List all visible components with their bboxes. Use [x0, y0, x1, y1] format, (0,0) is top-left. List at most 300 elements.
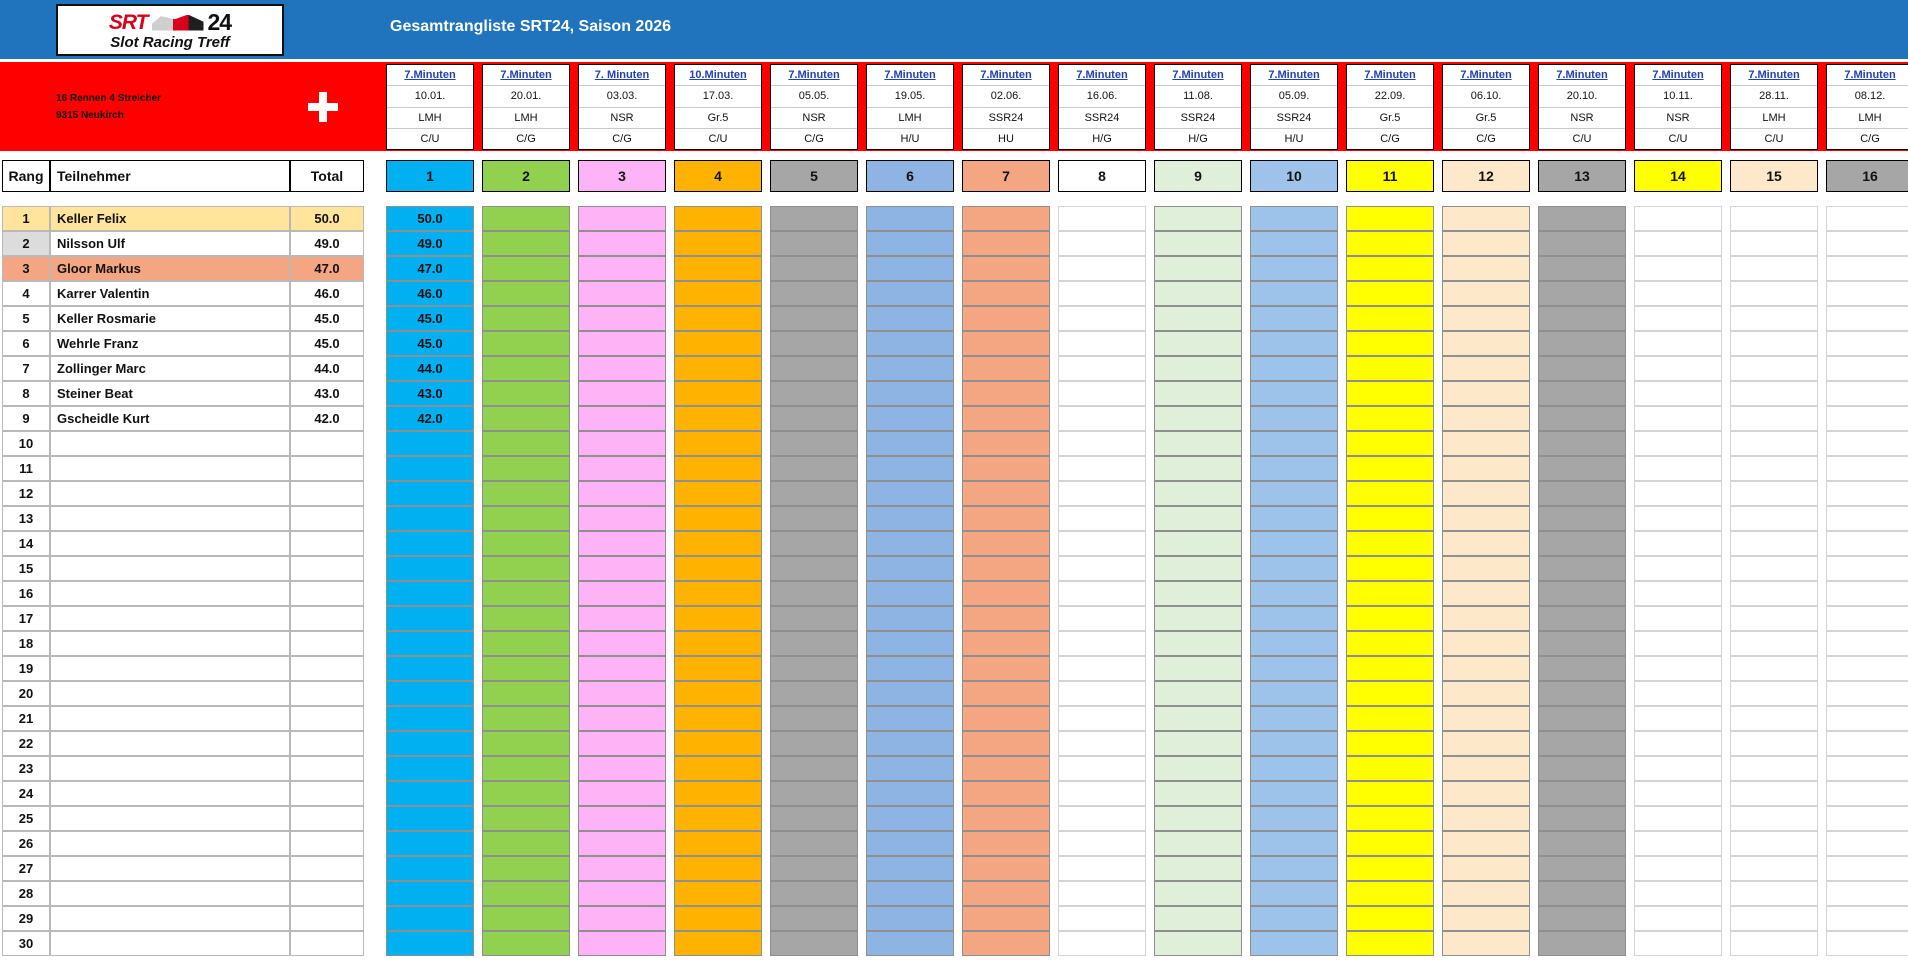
race-result-cell-r7-row13[interactable]: [962, 506, 1050, 531]
race-result-cell-r7-row4[interactable]: [962, 281, 1050, 306]
race-result-cell-r9-row8[interactable]: [1154, 381, 1242, 406]
race-result-cell-r5-row20[interactable]: [770, 681, 858, 706]
race-result-cell-r1-row5[interactable]: 45.0: [386, 306, 474, 331]
race-result-cell-r4-row9[interactable]: [674, 406, 762, 431]
race-result-cell-r5-row30[interactable]: [770, 931, 858, 956]
race-result-cell-r11-row2[interactable]: [1346, 231, 1434, 256]
race-result-cell-r12-row4[interactable]: [1442, 281, 1530, 306]
race-result-cell-r13-row11[interactable]: [1538, 456, 1626, 481]
race-result-cell-r2-row11[interactable]: [482, 456, 570, 481]
race-result-cell-r14-row24[interactable]: [1634, 781, 1722, 806]
race-result-cell-r2-row1[interactable]: [482, 206, 570, 231]
race-result-cell-r10-row24[interactable]: [1250, 781, 1338, 806]
race-result-cell-r11-row19[interactable]: [1346, 656, 1434, 681]
race-result-cell-r6-row30[interactable]: [866, 931, 954, 956]
race-result-cell-r8-row4[interactable]: [1058, 281, 1146, 306]
race-result-cell-r10-row28[interactable]: [1250, 881, 1338, 906]
race-result-cell-r13-row27[interactable]: [1538, 856, 1626, 881]
race-result-cell-r4-row20[interactable]: [674, 681, 762, 706]
race-result-cell-r9-row18[interactable]: [1154, 631, 1242, 656]
race-result-cell-r9-row12[interactable]: [1154, 481, 1242, 506]
race-result-cell-r11-row26[interactable]: [1346, 831, 1434, 856]
race-result-cell-r3-row7[interactable]: [578, 356, 666, 381]
table-row-name[interactable]: Nilsson Ulf: [50, 231, 290, 256]
race-result-cell-r10-row18[interactable]: [1250, 631, 1338, 656]
race-result-cell-r10-row26[interactable]: [1250, 831, 1338, 856]
race-result-cell-r3-row15[interactable]: [578, 556, 666, 581]
table-row-name[interactable]: [50, 631, 290, 656]
race-result-cell-r4-row1[interactable]: [674, 206, 762, 231]
race-result-cell-r5-row27[interactable]: [770, 856, 858, 881]
race-result-cell-r1-row21[interactable]: [386, 706, 474, 731]
race-result-cell-r8-row14[interactable]: [1058, 531, 1146, 556]
race-result-cell-r14-row19[interactable]: [1634, 656, 1722, 681]
race-result-cell-r5-row11[interactable]: [770, 456, 858, 481]
race-result-cell-r2-row8[interactable]: [482, 381, 570, 406]
race-result-cell-r11-row6[interactable]: [1346, 331, 1434, 356]
race-result-cell-r14-row2[interactable]: [1634, 231, 1722, 256]
table-row-rank[interactable]: 12: [2, 481, 50, 506]
race-result-cell-r4-row22[interactable]: [674, 731, 762, 756]
race-result-cell-r1-row16[interactable]: [386, 581, 474, 606]
race-result-cell-r10-row8[interactable]: [1250, 381, 1338, 406]
race-result-cell-r9-row2[interactable]: [1154, 231, 1242, 256]
race-result-cell-r4-row10[interactable]: [674, 431, 762, 456]
race-result-cell-r4-row14[interactable]: [674, 531, 762, 556]
race-result-cell-r9-row13[interactable]: [1154, 506, 1242, 531]
race-column-number-1[interactable]: 1: [386, 160, 474, 192]
race-result-cell-r15-row3[interactable]: [1730, 256, 1818, 281]
race-result-cell-r16-row23[interactable]: [1826, 756, 1908, 781]
race-result-cell-r13-row9[interactable]: [1538, 406, 1626, 431]
race-result-cell-r15-row21[interactable]: [1730, 706, 1818, 731]
race-result-cell-r14-row23[interactable]: [1634, 756, 1722, 781]
race-result-cell-r1-row1[interactable]: 50.0: [386, 206, 474, 231]
race-result-cell-r6-row1[interactable]: [866, 206, 954, 231]
race-column-number-14[interactable]: 14: [1634, 160, 1722, 192]
race-result-cell-r15-row17[interactable]: [1730, 606, 1818, 631]
race-result-cell-r6-row17[interactable]: [866, 606, 954, 631]
race-result-cell-r15-row14[interactable]: [1730, 531, 1818, 556]
race-result-cell-r2-row23[interactable]: [482, 756, 570, 781]
race-result-cell-r7-row26[interactable]: [962, 831, 1050, 856]
race-result-cell-r10-row30[interactable]: [1250, 931, 1338, 956]
race-result-cell-r3-row29[interactable]: [578, 906, 666, 931]
race-result-cell-r10-row17[interactable]: [1250, 606, 1338, 631]
race-result-cell-r8-row15[interactable]: [1058, 556, 1146, 581]
race-result-cell-r14-row18[interactable]: [1634, 631, 1722, 656]
race-result-cell-r8-row2[interactable]: [1058, 231, 1146, 256]
race-result-cell-r5-row5[interactable]: [770, 306, 858, 331]
race-result-cell-r6-row9[interactable]: [866, 406, 954, 431]
race-result-cell-r11-row11[interactable]: [1346, 456, 1434, 481]
table-row-total[interactable]: 45.0: [290, 306, 364, 331]
race-result-cell-r5-row21[interactable]: [770, 706, 858, 731]
race-result-cell-r11-row23[interactable]: [1346, 756, 1434, 781]
table-row-rank[interactable]: 8: [2, 381, 50, 406]
race-result-cell-r7-row9[interactable]: [962, 406, 1050, 431]
race-result-cell-r10-row22[interactable]: [1250, 731, 1338, 756]
race-result-cell-r6-row29[interactable]: [866, 906, 954, 931]
race-result-cell-r3-row4[interactable]: [578, 281, 666, 306]
race-result-cell-r12-row29[interactable]: [1442, 906, 1530, 931]
race-result-cell-r3-row21[interactable]: [578, 706, 666, 731]
race-result-cell-r5-row3[interactable]: [770, 256, 858, 281]
race-result-cell-r8-row6[interactable]: [1058, 331, 1146, 356]
race-result-cell-r12-row13[interactable]: [1442, 506, 1530, 531]
race-result-cell-r16-row7[interactable]: [1826, 356, 1908, 381]
table-row-rank[interactable]: 9: [2, 406, 50, 431]
race-result-cell-r12-row10[interactable]: [1442, 431, 1530, 456]
race-result-cell-r16-row5[interactable]: [1826, 306, 1908, 331]
race-result-cell-r3-row30[interactable]: [578, 931, 666, 956]
race-result-cell-r10-row7[interactable]: [1250, 356, 1338, 381]
race-result-cell-r14-row27[interactable]: [1634, 856, 1722, 881]
race-result-cell-r3-row13[interactable]: [578, 506, 666, 531]
race-result-cell-r3-row1[interactable]: [578, 206, 666, 231]
race-result-cell-r14-row26[interactable]: [1634, 831, 1722, 856]
race-column-number-6[interactable]: 6: [866, 160, 954, 192]
race-result-cell-r12-row15[interactable]: [1442, 556, 1530, 581]
race-result-cell-r8-row30[interactable]: [1058, 931, 1146, 956]
table-row-rank[interactable]: 6: [2, 331, 50, 356]
race-result-cell-r15-row20[interactable]: [1730, 681, 1818, 706]
table-row-name[interactable]: [50, 756, 290, 781]
race-result-cell-r9-row7[interactable]: [1154, 356, 1242, 381]
race-result-cell-r8-row21[interactable]: [1058, 706, 1146, 731]
race-result-cell-r1-row24[interactable]: [386, 781, 474, 806]
race-result-cell-r7-row2[interactable]: [962, 231, 1050, 256]
race-result-cell-r15-row27[interactable]: [1730, 856, 1818, 881]
race-result-cell-r14-row4[interactable]: [1634, 281, 1722, 306]
table-row-name[interactable]: Keller Rosmarie: [50, 306, 290, 331]
race-result-cell-r3-row14[interactable]: [578, 531, 666, 556]
race-result-cell-r16-row27[interactable]: [1826, 856, 1908, 881]
race-result-cell-r6-row19[interactable]: [866, 656, 954, 681]
race-result-cell-r1-row30[interactable]: [386, 931, 474, 956]
table-row-total[interactable]: 43.0: [290, 381, 364, 406]
table-row-total[interactable]: [290, 906, 364, 931]
race-result-cell-r13-row18[interactable]: [1538, 631, 1626, 656]
race-result-cell-r6-row20[interactable]: [866, 681, 954, 706]
race-column-number-12[interactable]: 12: [1442, 160, 1530, 192]
race-result-cell-r4-row28[interactable]: [674, 881, 762, 906]
race-result-cell-r14-row9[interactable]: [1634, 406, 1722, 431]
race-result-cell-r10-row6[interactable]: [1250, 331, 1338, 356]
race-result-cell-r1-row15[interactable]: [386, 556, 474, 581]
race-result-cell-r12-row3[interactable]: [1442, 256, 1530, 281]
race-result-cell-r2-row26[interactable]: [482, 831, 570, 856]
race-result-cell-r13-row20[interactable]: [1538, 681, 1626, 706]
race-column-number-10[interactable]: 10: [1250, 160, 1338, 192]
race-result-cell-r13-row15[interactable]: [1538, 556, 1626, 581]
race-result-cell-r1-row22[interactable]: [386, 731, 474, 756]
race-result-cell-r16-row17[interactable]: [1826, 606, 1908, 631]
race-result-cell-r12-row14[interactable]: [1442, 531, 1530, 556]
race-result-cell-r5-row17[interactable]: [770, 606, 858, 631]
race-result-cell-r11-row22[interactable]: [1346, 731, 1434, 756]
race-result-cell-r8-row3[interactable]: [1058, 256, 1146, 281]
table-row-rank[interactable]: 2: [2, 231, 50, 256]
race-result-cell-r9-row17[interactable]: [1154, 606, 1242, 631]
race-result-cell-r5-row9[interactable]: [770, 406, 858, 431]
table-row-name[interactable]: Karrer Valentin: [50, 281, 290, 306]
race-result-cell-r7-row7[interactable]: [962, 356, 1050, 381]
race-result-cell-r7-row21[interactable]: [962, 706, 1050, 731]
race-result-cell-r1-row26[interactable]: [386, 831, 474, 856]
race-result-cell-r16-row18[interactable]: [1826, 631, 1908, 656]
race-result-cell-r14-row21[interactable]: [1634, 706, 1722, 731]
race-result-cell-r8-row7[interactable]: [1058, 356, 1146, 381]
table-row-name[interactable]: Wehrle Franz: [50, 331, 290, 356]
race-result-cell-r4-row15[interactable]: [674, 556, 762, 581]
race-result-cell-r8-row10[interactable]: [1058, 431, 1146, 456]
table-row-name[interactable]: [50, 856, 290, 881]
race-result-cell-r8-row9[interactable]: [1058, 406, 1146, 431]
race-result-cell-r7-row12[interactable]: [962, 481, 1050, 506]
race-result-cell-r6-row11[interactable]: [866, 456, 954, 481]
race-result-cell-r7-row16[interactable]: [962, 581, 1050, 606]
race-result-cell-r12-row23[interactable]: [1442, 756, 1530, 781]
race-result-cell-r5-row26[interactable]: [770, 831, 858, 856]
table-row-rank[interactable]: 23: [2, 756, 50, 781]
race-result-cell-r4-row21[interactable]: [674, 706, 762, 731]
race-column-number-9[interactable]: 9: [1154, 160, 1242, 192]
race-result-cell-r14-row12[interactable]: [1634, 481, 1722, 506]
race-result-cell-r6-row7[interactable]: [866, 356, 954, 381]
race-result-cell-r10-row23[interactable]: [1250, 756, 1338, 781]
race-result-cell-r13-row3[interactable]: [1538, 256, 1626, 281]
race-result-cell-r16-row13[interactable]: [1826, 506, 1908, 531]
race-result-cell-r5-row29[interactable]: [770, 906, 858, 931]
race-result-cell-r3-row20[interactable]: [578, 681, 666, 706]
race-result-cell-r10-row5[interactable]: [1250, 306, 1338, 331]
table-row-name[interactable]: [50, 681, 290, 706]
race-result-cell-r12-row19[interactable]: [1442, 656, 1530, 681]
race-result-cell-r8-row12[interactable]: [1058, 481, 1146, 506]
table-row-rank[interactable]: 1: [2, 206, 50, 231]
race-result-cell-r6-row8[interactable]: [866, 381, 954, 406]
race-result-cell-r8-row1[interactable]: [1058, 206, 1146, 231]
race-result-cell-r3-row11[interactable]: [578, 456, 666, 481]
race-result-cell-r13-row7[interactable]: [1538, 356, 1626, 381]
race-result-cell-r14-row6[interactable]: [1634, 331, 1722, 356]
race-result-cell-r7-row23[interactable]: [962, 756, 1050, 781]
race-result-cell-r6-row10[interactable]: [866, 431, 954, 456]
race-result-cell-r2-row16[interactable]: [482, 581, 570, 606]
race-result-cell-r15-row23[interactable]: [1730, 756, 1818, 781]
race-result-cell-r3-row22[interactable]: [578, 731, 666, 756]
race-result-cell-r15-row30[interactable]: [1730, 931, 1818, 956]
race-result-cell-r7-row25[interactable]: [962, 806, 1050, 831]
race-result-cell-r9-row14[interactable]: [1154, 531, 1242, 556]
table-row-name[interactable]: [50, 731, 290, 756]
race-result-cell-r14-row29[interactable]: [1634, 906, 1722, 931]
table-row-rank[interactable]: 7: [2, 356, 50, 381]
race-result-cell-r6-row4[interactable]: [866, 281, 954, 306]
race-result-cell-r11-row30[interactable]: [1346, 931, 1434, 956]
race-result-cell-r1-row27[interactable]: [386, 856, 474, 881]
race-result-cell-r4-row6[interactable]: [674, 331, 762, 356]
race-result-cell-r2-row29[interactable]: [482, 906, 570, 931]
race-result-cell-r11-row5[interactable]: [1346, 306, 1434, 331]
race-result-cell-r7-row17[interactable]: [962, 606, 1050, 631]
race-result-cell-r12-row22[interactable]: [1442, 731, 1530, 756]
race-column-number-13[interactable]: 13: [1538, 160, 1626, 192]
race-result-cell-r4-row16[interactable]: [674, 581, 762, 606]
race-result-cell-r11-row13[interactable]: [1346, 506, 1434, 531]
race-result-cell-r3-row18[interactable]: [578, 631, 666, 656]
race-result-cell-r3-row2[interactable]: [578, 231, 666, 256]
race-result-cell-r8-row20[interactable]: [1058, 681, 1146, 706]
race-result-cell-r1-row19[interactable]: [386, 656, 474, 681]
race-result-cell-r16-row8[interactable]: [1826, 381, 1908, 406]
race-result-cell-r10-row16[interactable]: [1250, 581, 1338, 606]
table-row-rank[interactable]: 30: [2, 931, 50, 956]
race-result-cell-r1-row12[interactable]: [386, 481, 474, 506]
race-result-cell-r11-row27[interactable]: [1346, 856, 1434, 881]
race-result-cell-r6-row12[interactable]: [866, 481, 954, 506]
table-row-name[interactable]: [50, 906, 290, 931]
table-row-name[interactable]: [50, 531, 290, 556]
race-result-cell-r5-row6[interactable]: [770, 331, 858, 356]
race-result-cell-r16-row26[interactable]: [1826, 831, 1908, 856]
table-row-total[interactable]: [290, 506, 364, 531]
race-result-cell-r9-row6[interactable]: [1154, 331, 1242, 356]
race-result-cell-r9-row3[interactable]: [1154, 256, 1242, 281]
race-column-number-11[interactable]: 11: [1346, 160, 1434, 192]
race-result-cell-r7-row1[interactable]: [962, 206, 1050, 231]
race-result-cell-r2-row19[interactable]: [482, 656, 570, 681]
race-result-cell-r5-row12[interactable]: [770, 481, 858, 506]
race-result-cell-r9-row11[interactable]: [1154, 456, 1242, 481]
race-result-cell-r2-row12[interactable]: [482, 481, 570, 506]
race-result-cell-r7-row24[interactable]: [962, 781, 1050, 806]
race-result-cell-r3-row10[interactable]: [578, 431, 666, 456]
table-row-total[interactable]: [290, 706, 364, 731]
race-result-cell-r13-row23[interactable]: [1538, 756, 1626, 781]
race-result-cell-r3-row9[interactable]: [578, 406, 666, 431]
race-result-cell-r16-row3[interactable]: [1826, 256, 1908, 281]
table-row-rank[interactable]: 5: [2, 306, 50, 331]
race-result-cell-r7-row18[interactable]: [962, 631, 1050, 656]
table-row-name[interactable]: Steiner Beat: [50, 381, 290, 406]
race-result-cell-r6-row5[interactable]: [866, 306, 954, 331]
race-result-cell-r16-row21[interactable]: [1826, 706, 1908, 731]
race-result-cell-r15-row11[interactable]: [1730, 456, 1818, 481]
race-result-cell-r4-row4[interactable]: [674, 281, 762, 306]
table-row-total[interactable]: [290, 481, 364, 506]
race-result-cell-r12-row12[interactable]: [1442, 481, 1530, 506]
race-result-cell-r15-row15[interactable]: [1730, 556, 1818, 581]
table-row-rank[interactable]: 19: [2, 656, 50, 681]
race-result-cell-r2-row10[interactable]: [482, 431, 570, 456]
race-result-cell-r16-row11[interactable]: [1826, 456, 1908, 481]
table-row-total[interactable]: [290, 806, 364, 831]
race-column-number-3[interactable]: 3: [578, 160, 666, 192]
race-result-cell-r6-row22[interactable]: [866, 731, 954, 756]
race-result-cell-r7-row29[interactable]: [962, 906, 1050, 931]
race-result-cell-r10-row14[interactable]: [1250, 531, 1338, 556]
race-result-cell-r3-row28[interactable]: [578, 881, 666, 906]
race-result-cell-r4-row27[interactable]: [674, 856, 762, 881]
race-result-cell-r8-row24[interactable]: [1058, 781, 1146, 806]
race-result-cell-r14-row7[interactable]: [1634, 356, 1722, 381]
table-row-name[interactable]: [50, 931, 290, 956]
race-result-cell-r13-row26[interactable]: [1538, 831, 1626, 856]
race-result-cell-r8-row18[interactable]: [1058, 631, 1146, 656]
race-result-cell-r8-row28[interactable]: [1058, 881, 1146, 906]
race-result-cell-r10-row27[interactable]: [1250, 856, 1338, 881]
race-result-cell-r6-row26[interactable]: [866, 831, 954, 856]
race-result-cell-r7-row10[interactable]: [962, 431, 1050, 456]
race-result-cell-r4-row19[interactable]: [674, 656, 762, 681]
table-row-name[interactable]: [50, 556, 290, 581]
race-result-cell-r10-row3[interactable]: [1250, 256, 1338, 281]
race-result-cell-r10-row4[interactable]: [1250, 281, 1338, 306]
race-result-cell-r11-row12[interactable]: [1346, 481, 1434, 506]
race-result-cell-r12-row24[interactable]: [1442, 781, 1530, 806]
race-column-number-4[interactable]: 4: [674, 160, 762, 192]
race-result-cell-r5-row8[interactable]: [770, 381, 858, 406]
race-result-cell-r15-row22[interactable]: [1730, 731, 1818, 756]
race-result-cell-r16-row16[interactable]: [1826, 581, 1908, 606]
race-result-cell-r6-row28[interactable]: [866, 881, 954, 906]
race-column-number-5[interactable]: 5: [770, 160, 858, 192]
race-result-cell-r2-row24[interactable]: [482, 781, 570, 806]
race-result-cell-r6-row15[interactable]: [866, 556, 954, 581]
race-result-cell-r12-row25[interactable]: [1442, 806, 1530, 831]
race-result-cell-r1-row17[interactable]: [386, 606, 474, 631]
race-result-cell-r2-row4[interactable]: [482, 281, 570, 306]
table-row-name[interactable]: [50, 481, 290, 506]
race-result-cell-r10-row9[interactable]: [1250, 406, 1338, 431]
race-result-cell-r5-row22[interactable]: [770, 731, 858, 756]
race-result-cell-r11-row8[interactable]: [1346, 381, 1434, 406]
race-result-cell-r12-row5[interactable]: [1442, 306, 1530, 331]
race-result-cell-r6-row14[interactable]: [866, 531, 954, 556]
race-result-cell-r13-row8[interactable]: [1538, 381, 1626, 406]
table-row-total[interactable]: [290, 856, 364, 881]
race-result-cell-r4-row29[interactable]: [674, 906, 762, 931]
race-result-cell-r2-row20[interactable]: [482, 681, 570, 706]
race-result-cell-r6-row2[interactable]: [866, 231, 954, 256]
race-result-cell-r15-row13[interactable]: [1730, 506, 1818, 531]
race-result-cell-r8-row29[interactable]: [1058, 906, 1146, 931]
race-result-cell-r14-row15[interactable]: [1634, 556, 1722, 581]
race-result-cell-r11-row20[interactable]: [1346, 681, 1434, 706]
table-row-total[interactable]: [290, 631, 364, 656]
race-result-cell-r9-row23[interactable]: [1154, 756, 1242, 781]
race-result-cell-r15-row16[interactable]: [1730, 581, 1818, 606]
table-row-rank[interactable]: 20: [2, 681, 50, 706]
race-result-cell-r1-row13[interactable]: [386, 506, 474, 531]
race-result-cell-r10-row29[interactable]: [1250, 906, 1338, 931]
race-result-cell-r2-row7[interactable]: [482, 356, 570, 381]
race-result-cell-r3-row8[interactable]: [578, 381, 666, 406]
race-result-cell-r1-row4[interactable]: 46.0: [386, 281, 474, 306]
race-result-cell-r1-row23[interactable]: [386, 756, 474, 781]
table-row-total[interactable]: 45.0: [290, 331, 364, 356]
race-result-cell-r6-row18[interactable]: [866, 631, 954, 656]
race-result-cell-r15-row19[interactable]: [1730, 656, 1818, 681]
table-row-rank[interactable]: 16: [2, 581, 50, 606]
race-result-cell-r5-row19[interactable]: [770, 656, 858, 681]
race-result-cell-r12-row18[interactable]: [1442, 631, 1530, 656]
race-result-cell-r11-row7[interactable]: [1346, 356, 1434, 381]
race-result-cell-r11-row4[interactable]: [1346, 281, 1434, 306]
race-result-cell-r6-row24[interactable]: [866, 781, 954, 806]
